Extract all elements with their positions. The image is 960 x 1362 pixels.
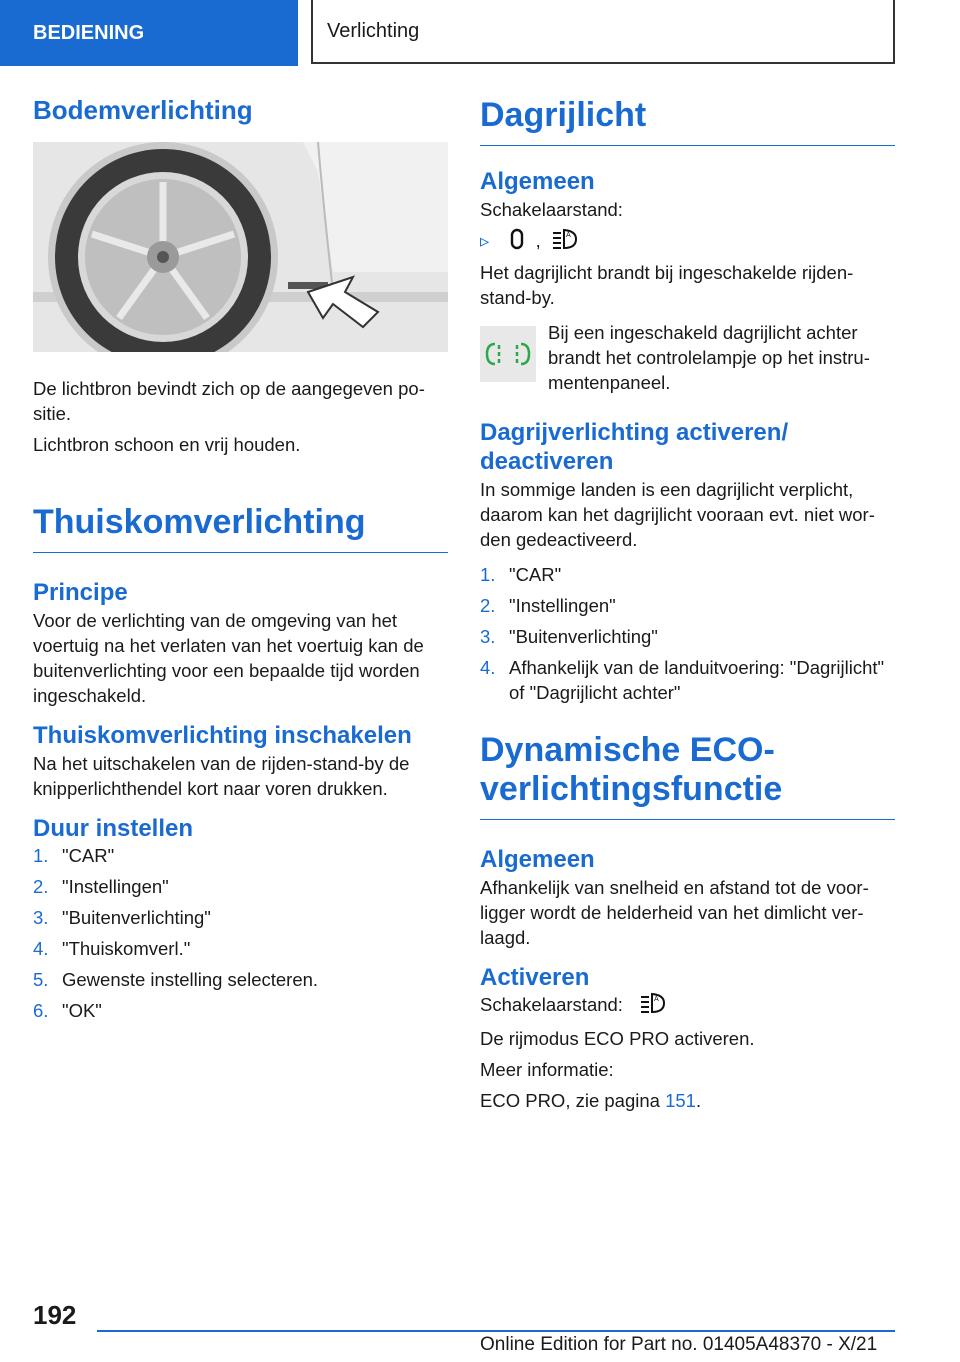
list-item — [33, 905, 448, 930]
activeren-text: In sommige landen is een dagrijlicht verplicht, daarom kan het dagrijlicht vooraan evt. niet wor- den gedeactiveerd. — [480, 478, 875, 550]
heading-duur-instellen: Duur instellen — [33, 814, 194, 842]
list-item — [480, 593, 895, 618]
eco-text-3 — [480, 1088, 895, 1113]
chapter-header — [311, 0, 895, 64]
separator-comma: , — [535, 229, 541, 251]
auto-headlight-icon — [640, 992, 666, 1020]
dagrijlicht-text: Het dagrijlicht brandt bij ingeschakelde rijden- stand-by. — [480, 262, 854, 308]
bullet-icon: ▹ — [480, 229, 490, 251]
step-number: 3. — [33, 907, 49, 929]
right-column — [480, 96, 895, 1113]
step-text: "CAR" — [62, 845, 115, 867]
heading-thuiskom-inschakelen: Thuiskomverlichting inschakelen — [33, 721, 412, 749]
step-text: Gewenste instelling selecteren. — [62, 969, 319, 991]
heading-dagrijlicht: Dagrijlicht — [480, 96, 895, 146]
step-text: Afhankelijk van de landuitvoering: "Dagrijlicht" of "Dagrijlicht achter" — [509, 656, 885, 703]
step-number: 4. — [480, 656, 496, 678]
step-number: 4. — [33, 938, 49, 960]
list-item — [33, 936, 448, 961]
car-wheel-illustration — [33, 142, 448, 352]
schakelaarstand-label: Schakelaarstand: — [480, 198, 623, 220]
list-item — [480, 624, 895, 649]
step-number: 1. — [33, 845, 49, 867]
list-item — [33, 874, 448, 899]
edition-text: Online Edition for Part no. 01405A48370 - X/21 — [480, 1334, 878, 1355]
eco-text-2: Meer informatie: — [480, 1059, 614, 1081]
period: . — [695, 1090, 702, 1112]
heading-bodemverlichting: Bodemverlichting — [33, 95, 253, 125]
step-number: 2. — [480, 594, 496, 616]
step-text: "Buitenverlichting" — [509, 625, 658, 647]
auto-headlight-icon — [552, 228, 578, 256]
off-position-icon — [510, 228, 524, 256]
step-text: "Instellingen" — [509, 594, 616, 616]
step-text: "Buitenverlichting" — [62, 907, 211, 929]
list-item — [33, 967, 448, 992]
dag-steps — [480, 562, 895, 705]
step-text: "Instellingen" — [62, 876, 169, 898]
principe-text: Voor de verlichting van de omgeving van het voertuig na het verlaten van het voertuig kan de buitenverlichting voor een bepaalde tijd worden ingeschakeld. — [33, 609, 424, 706]
page-link[interactable]: 151 — [665, 1090, 696, 1112]
eco-ref-text: ECO PRO, zie pagina — [480, 1090, 660, 1112]
eco-algemeen-text: Afhankelijk van snelheid en afstand tot de voor- ligger wordt de helderheid van het dimlicht ver- laagd. — [480, 876, 869, 948]
section-tab: BEDIENING — [0, 0, 298, 66]
step-number: 5. — [33, 969, 49, 991]
step-text: "CAR" — [509, 563, 562, 585]
indicator-note — [480, 320, 895, 395]
step-number: 3. — [480, 625, 496, 647]
duur-steps — [33, 843, 448, 1023]
step-number: 6. — [33, 1000, 49, 1022]
footer-divider — [97, 1330, 895, 1332]
step-text: "Thuiskomverl." — [62, 938, 191, 960]
list-item — [33, 843, 448, 868]
page-number: 192 — [33, 1300, 77, 1330]
heading-dynamische-eco: Dynamische ECO- verlichtingsfunctie — [480, 731, 895, 820]
inschakelen-text: Na het uitschakelen van de rijden-stand-by de knipperlichthendel kort naar voren drukken. — [33, 752, 410, 799]
heading-principe: Principe — [33, 578, 128, 606]
step-text: "OK" — [62, 1000, 102, 1022]
bodem-text-1: De lichtbron bevindt zich op de aangegeven po- sitie. — [33, 377, 425, 424]
drl-indicator-icon — [480, 326, 536, 382]
list-item — [480, 562, 895, 587]
left-column — [33, 96, 448, 1029]
heading-algemeen-eco: Algemeen — [480, 845, 595, 873]
svg-text:A: A — [654, 995, 659, 1004]
step-number: 1. — [480, 563, 496, 585]
eco-schakelaarstand — [480, 992, 895, 1020]
list-item — [480, 655, 895, 705]
indicator-note-text: Bij een ingeschakeld dagrijlicht achter brandt het controlelampje op het instru- mentenpaneel. — [548, 322, 870, 393]
eco-text-1: De rijmodus ECO PRO activeren. — [480, 1028, 755, 1050]
schakelaarstand-label: Schakelaarstand: — [480, 994, 623, 1016]
chapter-title: Verlichting — [327, 19, 420, 42]
heading-algemeen-dag: Algemeen — [480, 168, 595, 196]
heading-dagrijverlichting-activeren: Dagrijverlichting activeren/ deactiveren — [480, 419, 789, 475]
svg-text:A: A — [565, 231, 571, 239]
bodem-text-2: Lichtbron schoon en vrij houden. — [33, 433, 301, 455]
step-number: 2. — [33, 876, 49, 898]
heading-thuiskomverlichting: Thuiskomverlichting — [33, 503, 448, 553]
heading-activeren: Activeren — [480, 963, 590, 991]
list-item — [33, 998, 448, 1023]
switch-positions — [480, 228, 895, 256]
